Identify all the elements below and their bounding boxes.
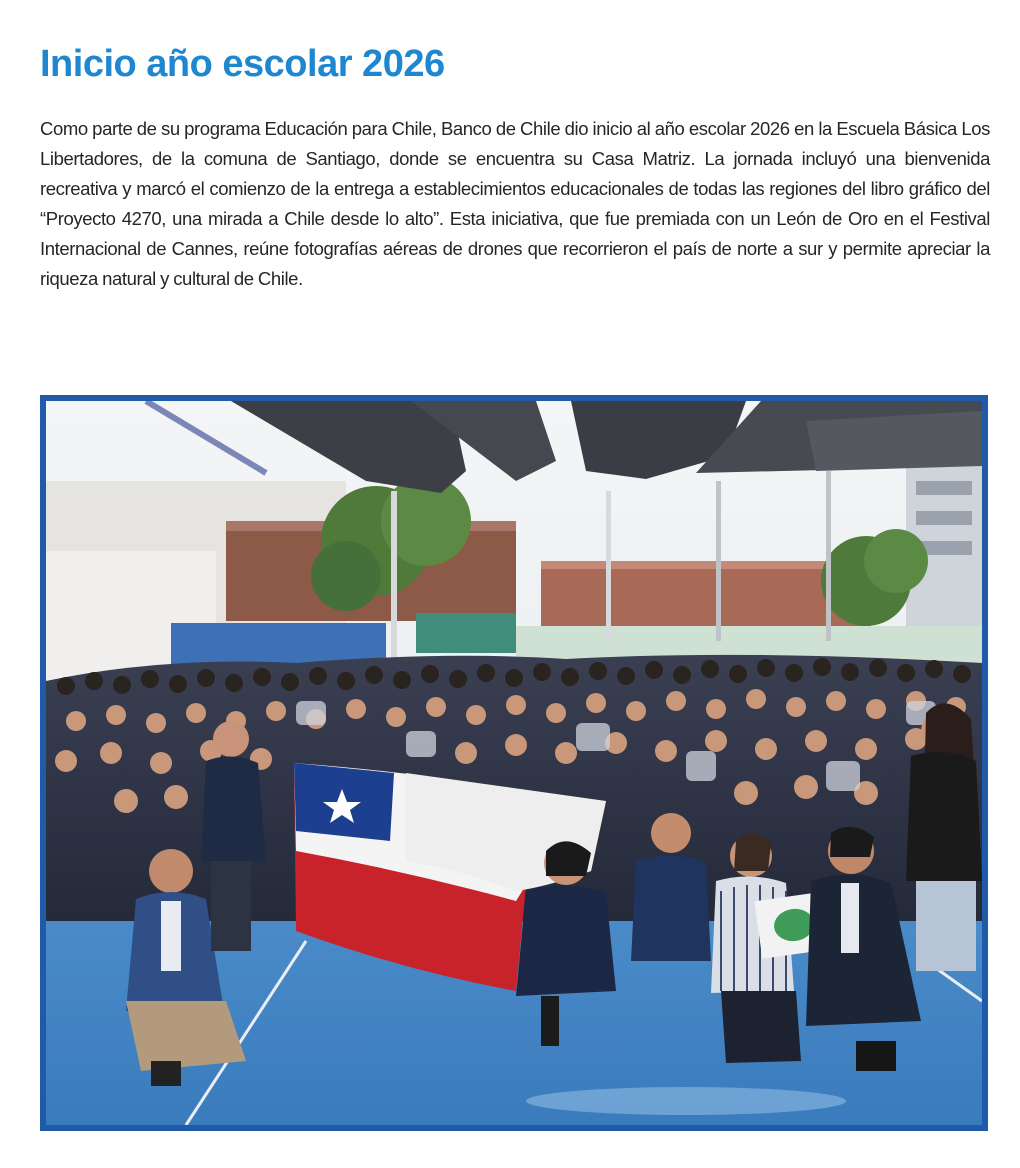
- school-group-photo-illustration: [46, 401, 982, 1125]
- article-headline: Inicio año escolar 2026: [40, 43, 445, 85]
- article-photo: [40, 395, 988, 1131]
- article-body: Como parte de su programa Educación para Chile, Banco de Chile dio inicio al año escolar 2026 en la Escuela Básica Los Libertadores, de la comuna de Santiago, donde se encuentra su Casa Matriz. La jornada incluyó una bienvenida recreativa y marcó el comienzo de la entrega a establecimientos educacionales de todas las regiones del libro gráfico del “Proyecto 4270, una mirada a Chile desde lo alto”. Esta iniciativa, que fue premiada con un León de Oro en el Festival Internacional de Cannes, reúne fotografías aéreas de drones que recorrieron el país de norte a sur y permite apreciar la riqueza natural y cultural de Chile.: [40, 118, 990, 289]
